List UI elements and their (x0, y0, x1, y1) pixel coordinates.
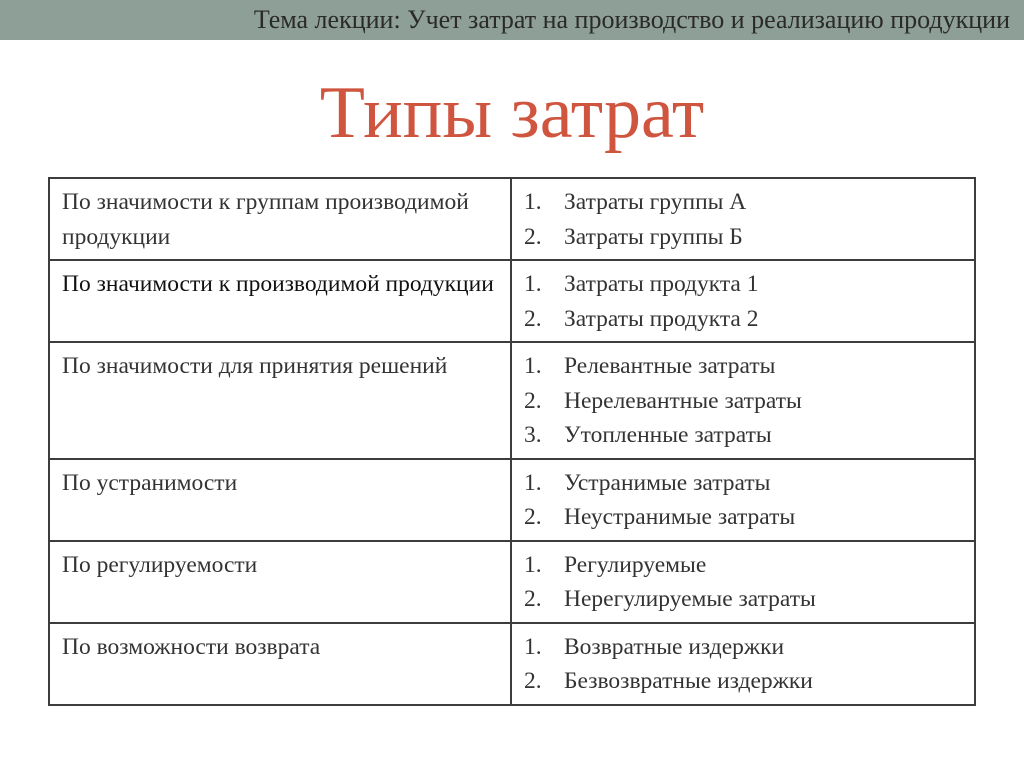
cost-category: По возможности возврата (49, 623, 511, 705)
item-text: Неустранимые затраты (564, 504, 796, 530)
cost-items-list (524, 267, 966, 336)
cost-items-list (524, 466, 966, 535)
list-item (524, 384, 966, 419)
item-number: 2. (524, 387, 542, 414)
cost-items-cell (511, 260, 975, 342)
item-number: 1. (524, 189, 542, 215)
table-row (49, 459, 975, 541)
item-text: Утопленные затраты (564, 422, 772, 448)
cost-category: По значимости к группам производимой продукции (49, 178, 511, 260)
item-number: 1. (524, 633, 542, 660)
item-number: 3. (524, 422, 542, 448)
item-number: 2. (524, 504, 542, 530)
list-item (524, 664, 966, 699)
item-text: Затраты продукта 2 (564, 305, 759, 332)
cost-items-list (524, 630, 966, 699)
lecture-topic: Тема лекции: Учет затрат на производство и реализацию продукции (253, 5, 1010, 34)
cost-category: По регулируемости (49, 541, 511, 623)
table-body (49, 178, 975, 705)
item-number: 2. (524, 305, 542, 332)
item-text: Затраты группы Б (564, 223, 743, 250)
item-number: 1. (524, 551, 542, 578)
slide-title: Типы затрат (319, 72, 705, 154)
list-item (524, 466, 966, 501)
list-item (524, 185, 966, 220)
list-item (524, 418, 966, 453)
list-item (524, 582, 966, 617)
table-row (49, 178, 975, 260)
cost-category: По значимости для принятия решений (49, 342, 511, 459)
table-row (49, 623, 975, 705)
cost-items-cell (511, 459, 975, 541)
header-band (0, 0, 1024, 40)
list-item (524, 349, 966, 384)
table-row (49, 342, 975, 459)
list-item (524, 500, 966, 535)
cost-category: По устранимости (49, 459, 511, 541)
cost-items-list (524, 548, 966, 617)
item-number: 2. (524, 223, 542, 250)
item-text: Возвратные издержки (564, 633, 785, 660)
cost-category: По значимости к производимой продукции (49, 260, 511, 342)
item-text: Релевантные затраты (564, 353, 776, 379)
item-number: 1. (524, 469, 542, 496)
table-row (49, 541, 975, 623)
cost-items-list (524, 185, 966, 254)
cost-items-cell (511, 178, 975, 260)
list-item (524, 548, 966, 583)
cost-items-cell (511, 541, 975, 623)
item-text: Регулируемые (564, 551, 707, 578)
list-item (524, 302, 966, 337)
item-text: Нерелевантные затраты (564, 387, 802, 414)
item-number: 2. (524, 668, 542, 694)
item-number: 1. (524, 271, 542, 297)
item-text: Затраты продукта 1 (564, 271, 759, 297)
item-text: Устранимые затраты (564, 469, 771, 496)
list-item (524, 220, 966, 255)
cost-items-cell (511, 623, 975, 705)
item-text: Затраты группы А (564, 189, 747, 215)
cost-types-table (48, 177, 976, 706)
item-number: 2. (524, 586, 542, 612)
list-item (524, 267, 966, 302)
cost-items-cell (511, 342, 975, 459)
item-text: Безвозвратные издержки (564, 668, 813, 694)
list-item (524, 630, 966, 665)
item-number: 1. (524, 353, 542, 379)
table-row (49, 260, 975, 342)
item-text: Нерегулируемые затраты (564, 586, 816, 612)
cost-items-list (524, 349, 966, 453)
